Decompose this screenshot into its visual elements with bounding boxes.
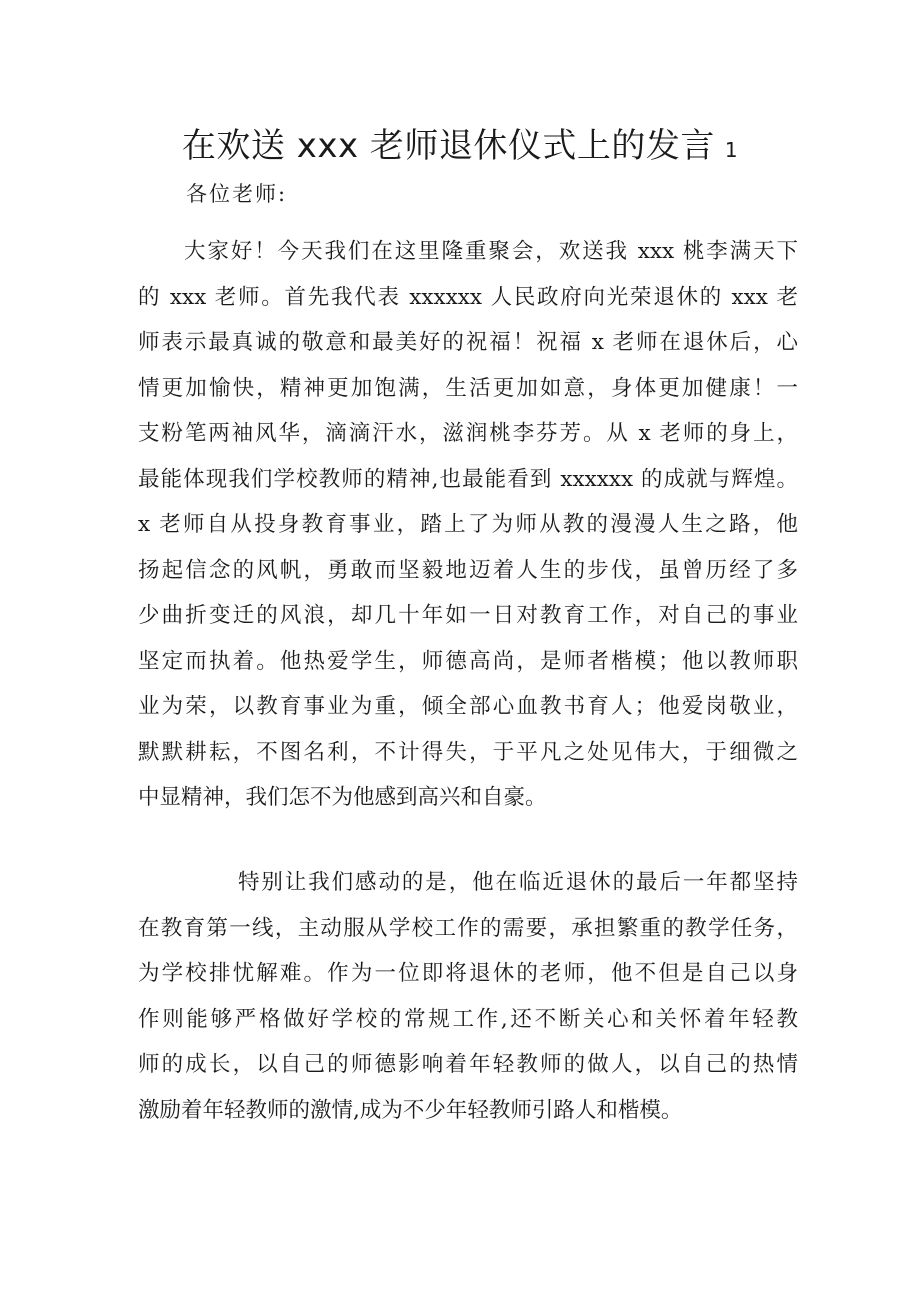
paragraph-line: 扬起信念的风帆，勇敢而坚毅地迈着人生的步伐，虽曾历经了多 — [138, 557, 798, 583]
paragraph-line: 业为荣，以教育事业为重，倾全部心血教书育人；他爱岗敬业， — [138, 694, 798, 719]
paragraph-line: 默默耕耘，不图名利，不计得失，于平凡之处见伟大，于细微之 — [138, 739, 798, 765]
document-title: 在欢送 xxx 老师退休仪式上的发言 — [181, 126, 715, 166]
paragraph-line: 师表示最真诚的敬意和最美好的祝福！祝福 x 老师在退休后，心 — [138, 330, 798, 355]
paragraph-line: 支粉笔两袖风华，滴滴汗水，滋润桃李芬芳。从 x 老师的身上， — [138, 421, 798, 446]
paragraph-line: 作则能够严格做好学校的常规工作,还不断关心和关怀着年轻教 — [138, 1006, 798, 1032]
paragraph-line: 师的成长，以自己的师德影响着年轻教师的做人，以自己的热情 — [138, 1052, 798, 1077]
paragraph-line: 中显精神，我们怎不为他感到高兴和自豪。 — [138, 785, 547, 810]
paragraph-line: 坚定而执着。他热爱学生，师德高尚，是师者楷模；他以教师职 — [138, 648, 798, 674]
paragraph-line: 为学校排忧解难。作为一位即将退休的老师，他不但是自己以身 — [138, 961, 798, 986]
title-footnote-marker: 1 — [724, 138, 739, 162]
paragraph-line: 在教育第一线，主动服从学校工作的需要，承担繁重的教学任务， — [138, 915, 798, 941]
paragraph-2 — [138, 860, 798, 1133]
paragraph-line: 激励着年轻教师的激情,成为不少年轻教师引路人和楷模。 — [138, 1097, 683, 1123]
paragraph-1 — [138, 229, 798, 821]
paragraph-line: 大家好！今天我们在这里隆重聚会，欢送我 xxx 桃李满天下 — [184, 239, 798, 264]
paragraph-line: 的 xxx 老师。首先我代表 xxxxxx 人民政府向光荣退休的 xxx 老 — [138, 284, 798, 310]
salutation: 各位老师: — [186, 182, 288, 206]
paragraph-line: 情更加愉快，精神更加饱满，生活更加如意，身体更加健康！一 — [138, 375, 798, 401]
paragraph-line: 最能体现我们学校教师的精神,也最能看到 xxxxxx 的成就与辉煌。 — [138, 466, 798, 492]
paragraph-line: 特别让我们感动的是，他在临近退休的最后一年都坚持 — [238, 870, 798, 895]
document-title-block — [0, 118, 920, 167]
paragraph-line: x 老师自从投身教育事业，踏上了为师从教的漫漫人生之路，他 — [138, 512, 798, 537]
paragraph-line: 少曲折变迁的风浪，却几十年如一日对教育工作，对自己的事业 — [138, 603, 798, 628]
